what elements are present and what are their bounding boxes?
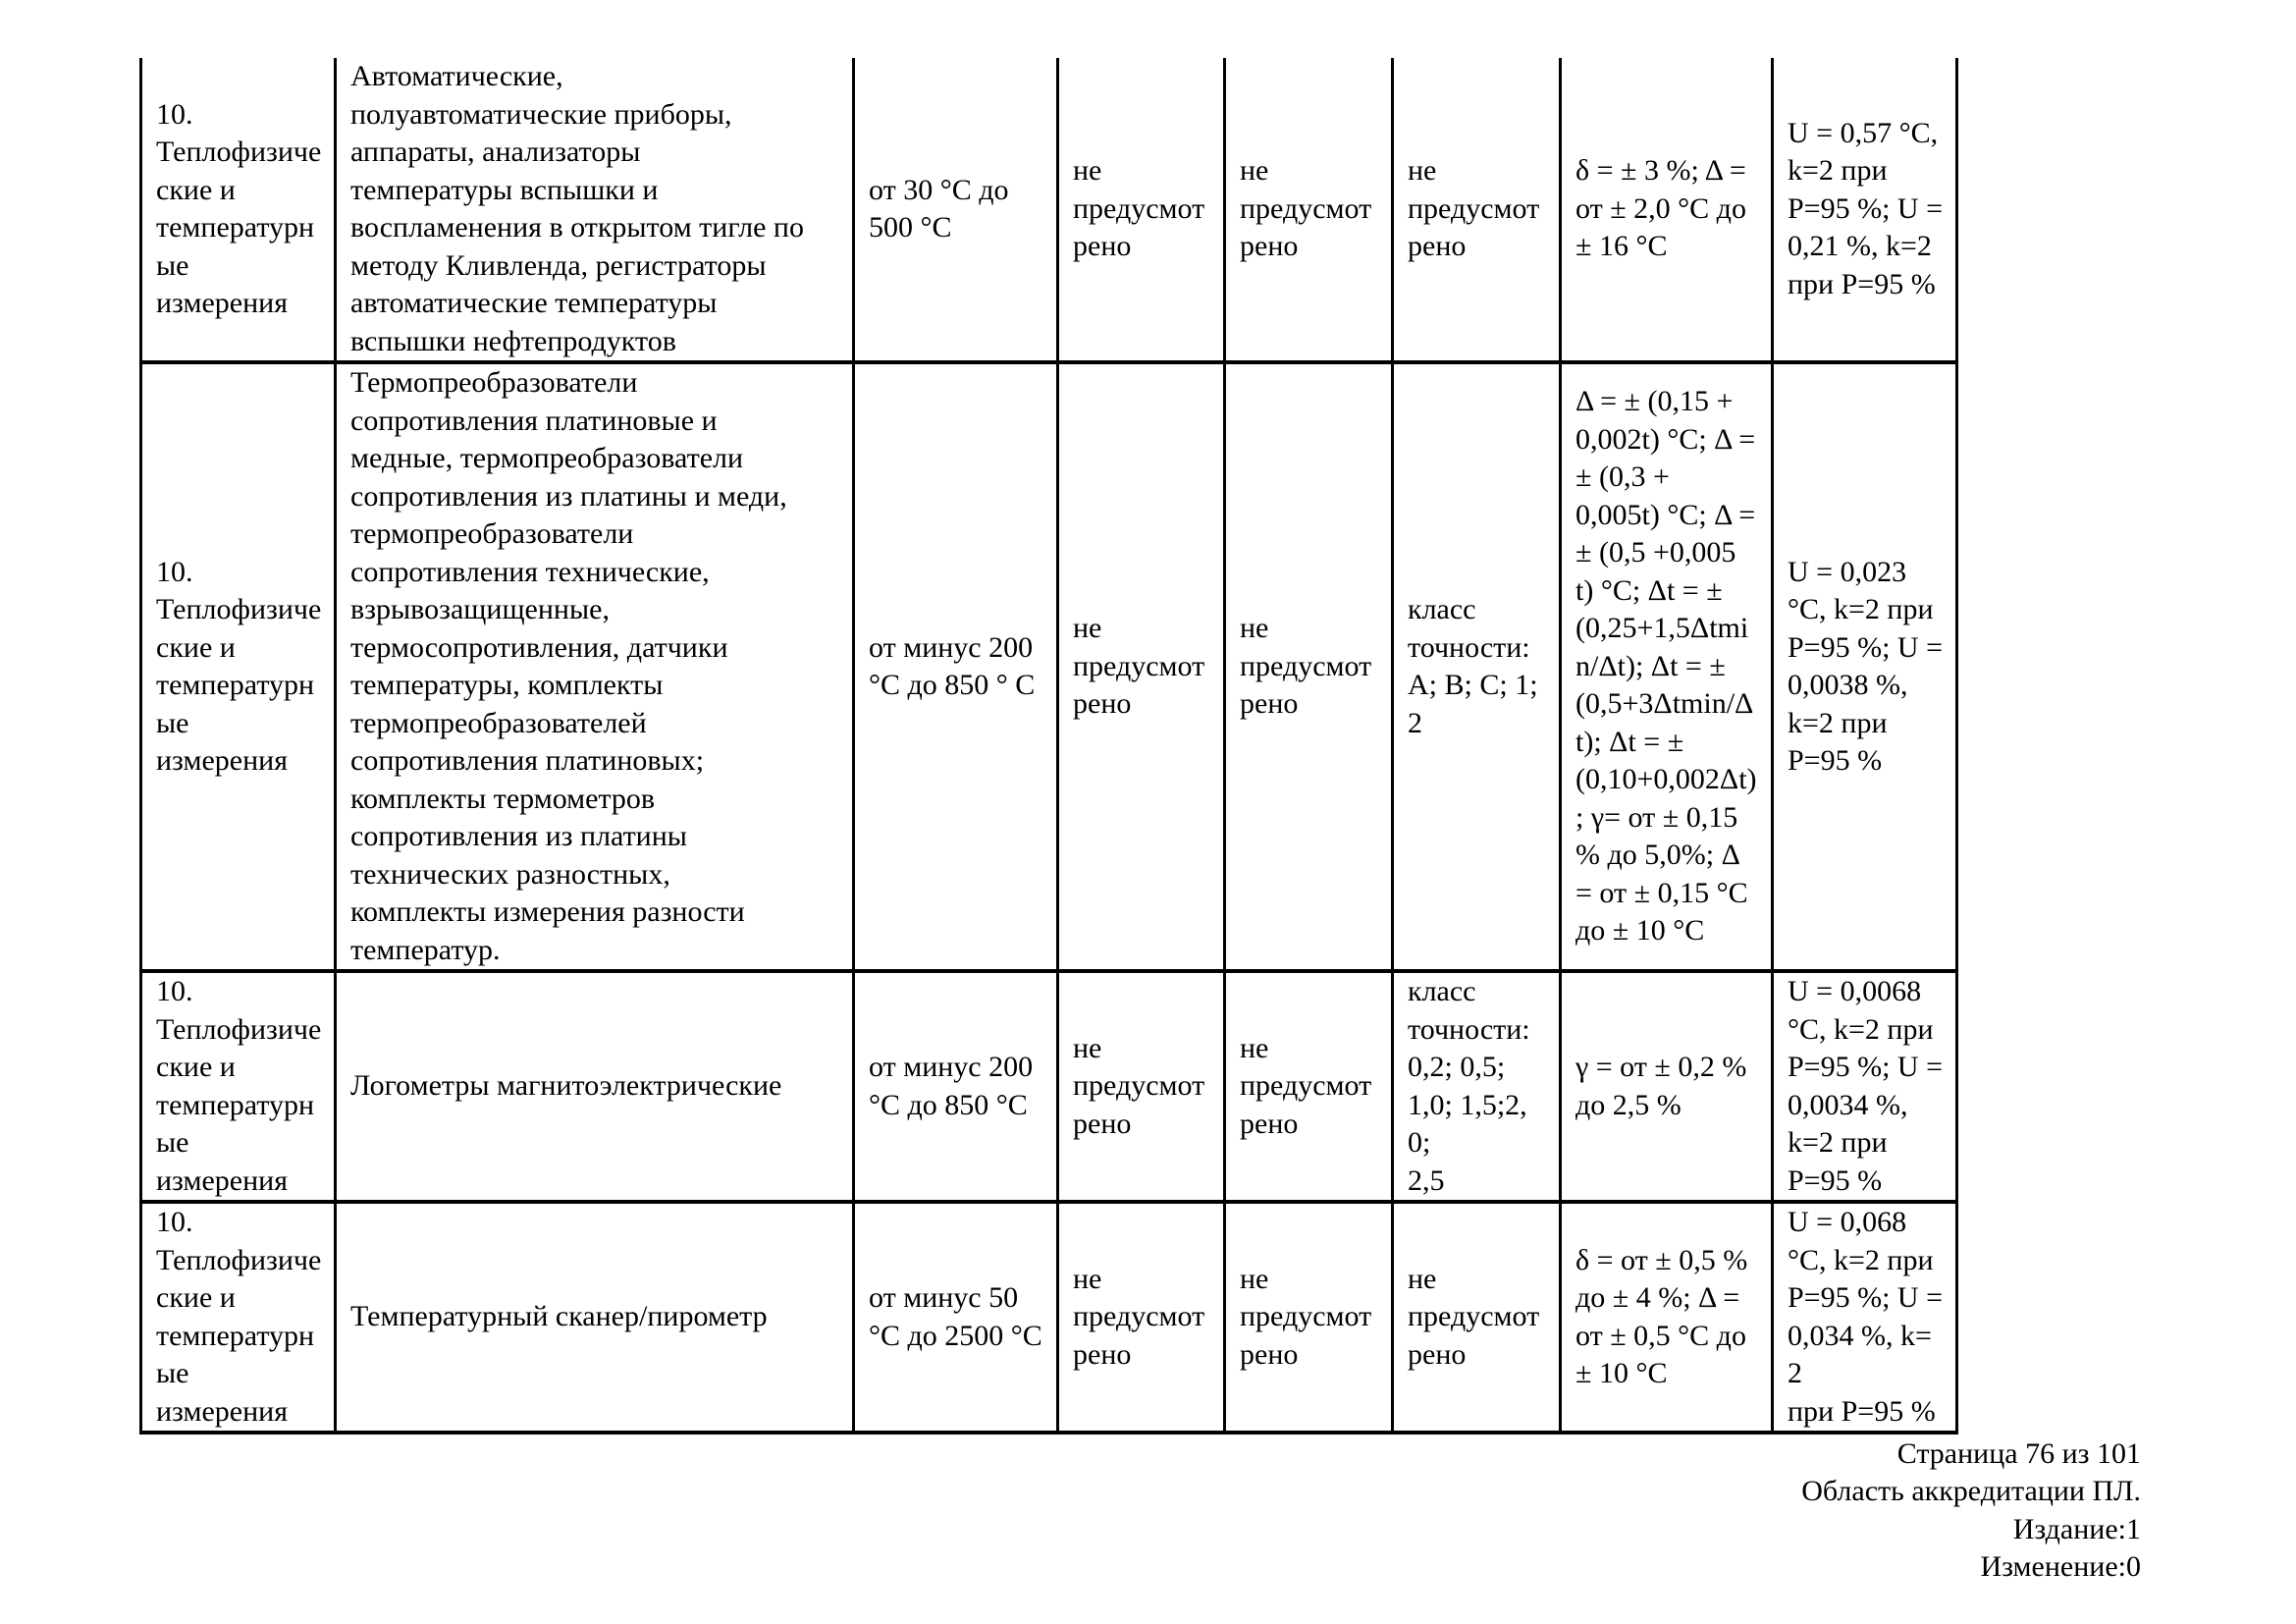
error-cell: γ = от ± 0,2 % до 2,5 % (1561, 971, 1773, 1202)
range-cell: от минус 50 °С до 2500 °С (854, 1202, 1058, 1433)
object-cell: Температурный сканер/пирометр (336, 1202, 854, 1433)
uncertainty-cell: U = 0,068 °С, k=2 при Р=95 %; U = 0,034 %, k=2 при Р=95 % (1773, 1202, 1957, 1433)
page-footer (1801, 1435, 2141, 1586)
col4-cell: не предусмот рено (1058, 1202, 1225, 1433)
page-number: Страница 76 из 101 (1896, 1437, 2141, 1470)
col6-cell: не предусмот рено (1393, 1202, 1561, 1433)
col5-cell: не предусмот рено (1225, 1202, 1393, 1433)
range-cell: от 30 °С до 500 °С (854, 58, 1058, 362)
col4-cell: не предусмот рено (1058, 971, 1225, 1202)
col5-cell: не предусмот рено (1225, 362, 1393, 971)
col4-cell: не предусмот рено (1058, 362, 1225, 971)
object-cell: Логометры магнитоэлектрические (336, 971, 854, 1202)
col5-cell: не предусмот рено (1225, 58, 1393, 362)
range-cell: от минус 200 °С до 850 °С (854, 971, 1058, 1202)
error-cell: Δ = ± (0,15 + 0,002t) °С; Δ = ± (0,3 + 0,005t) °С; Δ = ± (0,5 +0,005 t) °С; Δt = ± (0,25+1,5Δtmi n/Δt); Δt = ± (0,5+3Δtmin/Δ t); Δt = ± (0,10+0,002Δt) ; γ= от ± 0,15 % до 5,0%; Δ = от ± 0,15 °С до ± 10 °С (1561, 362, 1773, 971)
field-cell: 10. Теплофизиче ские и температурн ые измерения (141, 362, 336, 971)
field-cell: 10. Теплофизиче ские и температурн ые измерения (141, 58, 336, 362)
table-row (141, 362, 1957, 971)
table-row (141, 971, 1957, 1202)
error-cell: δ = ± 3 %; Δ = от ± 2,0 °С до ± 16 °С (1561, 58, 1773, 362)
col5-cell: не предусмот рено (1225, 971, 1393, 1202)
table-row (141, 1202, 1957, 1433)
col6-cell: класс точности: 0,2; 0,5; 1,0; 1,5;2,0; 2,5 (1393, 971, 1561, 1202)
accreditation-scope-label: Область аккредитации ПЛ. (1801, 1475, 2141, 1508)
edition-label: Издание:1 (2012, 1512, 2141, 1545)
table-row (141, 58, 1957, 362)
object-cell: Автоматические, полуавтоматические приборы, аппараты, анализаторы температуры вспышки и воспламенения в открытом тигле по методу Кливленда, регистраторы автоматические температуры вспышки нефтепродуктов (336, 58, 854, 362)
uncertainty-cell: U = 0,0068 °С, k=2 при Р=95 %; U = 0,0034 %, k=2 при Р=95 % (1773, 971, 1957, 1202)
change-label: Изменение:0 (1980, 1549, 2141, 1583)
col6-cell: не предусмот рено (1393, 58, 1561, 362)
field-cell: 10. Теплофизиче ские и температурн ые измерения (141, 971, 336, 1202)
field-cell: 10. Теплофизиче ские и температурн ые измерения (141, 1202, 336, 1433)
accreditation-scope-table (139, 58, 1958, 1435)
col4-cell: не предусмот рено (1058, 58, 1225, 362)
error-cell: δ = от ± 0,5 % до ± 4 %; Δ = от ± 0,5 °С до ± 10 °С (1561, 1202, 1773, 1433)
uncertainty-cell: U = 0,023 °С, k=2 при Р=95 %; U = 0,0038 %, k=2 при Р=95 % (1773, 362, 1957, 971)
object-cell: Термопреобразователи сопротивления платиновые и медные, термопреобразователи сопротивления из платины и меди, термопреобразователи сопротивления технические, взрывозащищенные, термосопротивления, датчики температуры, комплекты термопреобразователей сопротивления платиновых; комплекты термометров сопротивления из платины технических разностных, комплекты измерения разности температур. (336, 362, 854, 971)
range-cell: от минус 200 °С до 850 ° С (854, 362, 1058, 971)
uncertainty-cell: U = 0,57 °С, k=2 при Р=95 %; U = 0,21 %, k=2 при Р=95 % (1773, 58, 1957, 362)
col6-cell: класс точности: А; В; С; 1; 2 (1393, 362, 1561, 971)
